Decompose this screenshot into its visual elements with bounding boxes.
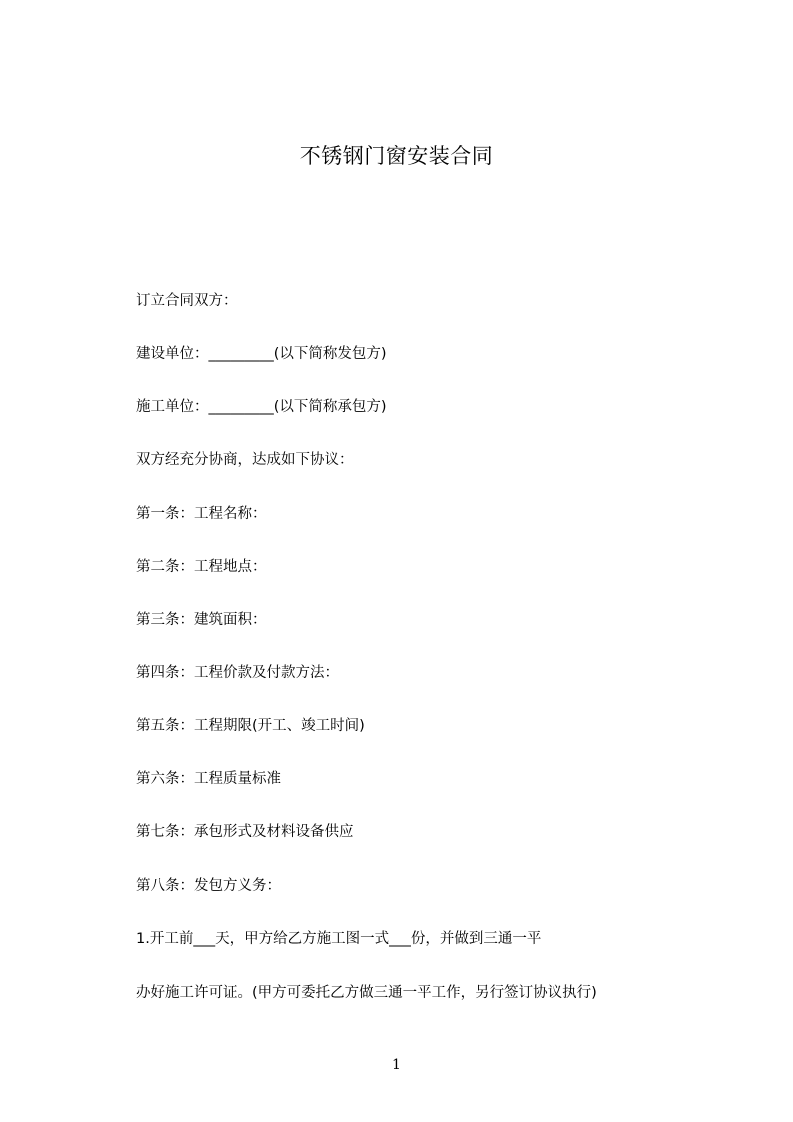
article-6: 第六条：工程质量标准	[136, 771, 281, 787]
clause-1-line-2: 办好施工许可证。(甲方可委托乙方做三通一平工作，另行签订协议执行)	[136, 985, 597, 1001]
agreement-intro: 双方经充分协商，达成如下协议：	[136, 452, 354, 468]
clause-1-line-1: 1.开工前___天，甲方给乙方施工图一式___份，并做到三通一平	[136, 931, 542, 947]
article-2: 第二条：工程地点：	[136, 559, 267, 575]
parties-heading: 订立合同双方：	[136, 293, 238, 309]
article-7: 第七条：承包形式及材料设备供应	[136, 824, 354, 840]
article-8: 第八条：发包方义务：	[136, 878, 281, 894]
article-3: 第三条：建筑面积：	[136, 612, 267, 628]
contractor-unit-line: 施工单位：_________(以下简称承包方)	[136, 399, 387, 415]
page-number: 1	[392, 1057, 401, 1073]
article-1: 第一条：工程名称：	[136, 506, 267, 522]
article-4: 第四条：工程价款及付款方法：	[136, 665, 339, 681]
article-5: 第五条：工程期限(开工、竣工时间)	[136, 718, 365, 734]
document-title: 不锈钢门窗安装合同	[299, 144, 494, 168]
construction-unit-line: 建设单位：_________(以下简称发包方)	[136, 346, 387, 362]
